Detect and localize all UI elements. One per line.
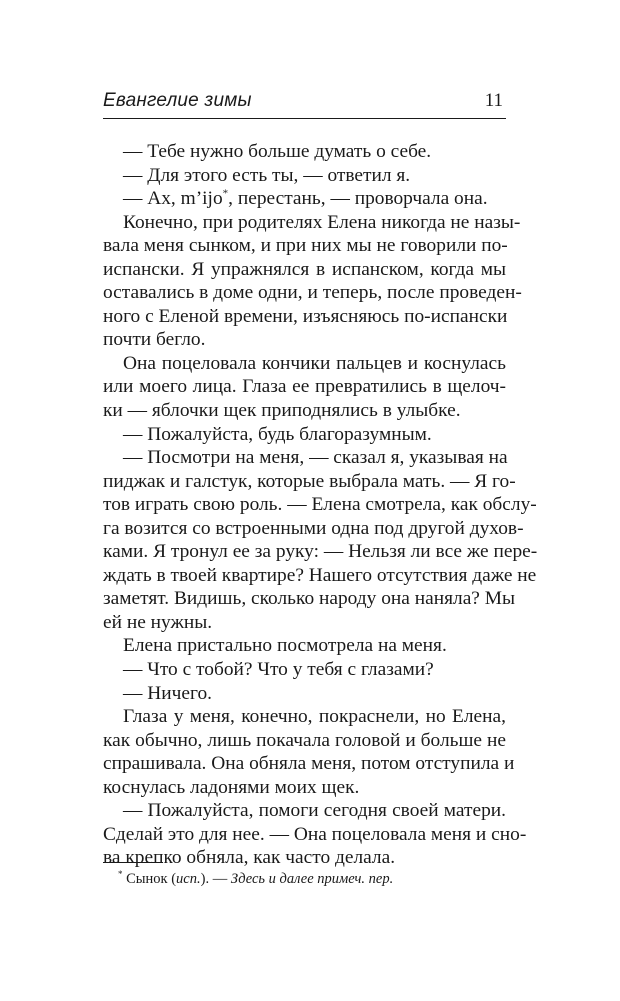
text-line-content: Она поцеловала кончики пальцев и коснулась <box>123 352 506 374</box>
footnote-separator: ). — <box>200 871 231 887</box>
text-line-content: Глаза у меня, конечно, покраснели, но Елена, <box>123 706 506 728</box>
text-line-content: оставались в доме одни, и теперь, после проведен- <box>103 282 522 304</box>
text-line <box>103 564 537 588</box>
footnote-note: Здесь и далее примеч. пер. <box>230 871 394 887</box>
text-line-continuation: , перестань, — проворчала она. <box>228 188 488 210</box>
text-line-content: ждать в твоей квартире? Нашего отсутствия даже не <box>103 564 537 586</box>
text-line <box>103 211 521 235</box>
text-line-content: — Тебе нужно больше думать о себе. <box>123 141 432 162</box>
text-line <box>103 281 522 305</box>
text-line <box>103 705 506 729</box>
text-line <box>103 517 524 541</box>
text-line-content: пиджак и галстук, которые выбрала мать. — Я го- <box>103 470 516 492</box>
footnote-language: исп. <box>176 871 201 887</box>
text-line <box>103 187 506 211</box>
footnote-reference: * <box>222 187 229 200</box>
text-line-content: — Пожалуйста, будь благоразумным. <box>123 423 432 445</box>
text-line-content: Сделай это для нее. — Она поцеловала меня и сно- <box>103 823 527 845</box>
body-text <box>103 140 538 870</box>
footnote-word: Сынок ( <box>122 871 177 887</box>
text-line-content: почти бегло. <box>103 329 206 351</box>
text-line <box>103 729 506 753</box>
text-line <box>103 634 506 658</box>
text-line <box>103 399 506 423</box>
text-line-content: как обычно, лишь покачала головой и больше не <box>103 729 506 751</box>
text-line <box>103 493 537 517</box>
text-line <box>103 540 538 564</box>
text-line-content: Елена пристально посмотрела на меня. <box>123 635 447 657</box>
text-line <box>103 846 506 870</box>
text-line <box>103 470 516 494</box>
text-line <box>103 611 506 635</box>
text-line-content: коснулась ладонями моих щек. <box>103 776 360 798</box>
text-line-content: Конечно, при родителях Елена никогда не назы- <box>123 211 521 233</box>
text-line-content: ного с Еленой времени, изъясняюсь по-испански <box>103 305 508 327</box>
text-line-content: — Ничего. <box>123 682 212 704</box>
text-line <box>103 446 506 470</box>
text-line-content: ей не нужны. <box>103 611 213 633</box>
text-line <box>103 234 506 258</box>
text-line-content: — Пожалуйста, помоги сегодня своей матери. <box>123 800 506 822</box>
text-line <box>103 682 506 706</box>
running-title: Евангелие зимы <box>103 90 252 111</box>
text-line <box>103 423 506 447</box>
text-line-content: или моего лица. Глаза ее превратились в щелоч- <box>103 376 506 398</box>
text-line-content: га возится со встроенными одна под другой духов- <box>103 517 524 539</box>
text-line-content: ва крепко обняла, как часто делала. <box>103 847 396 869</box>
text-line-content: заметят. Видишь, сколько народу она наняла? Мы <box>103 588 516 610</box>
text-line-content: испански. Я упражнялся в испанском, когда мы <box>103 258 506 280</box>
text-line <box>103 352 506 376</box>
text-line-content: спрашивала. Она обняла меня, потом отступила и <box>103 753 515 775</box>
text-line-content: — Посмотри на меня, — сказал я, указывая на <box>123 447 508 469</box>
text-line-content: вала меня сынком, и при них мы не говорили по- <box>103 235 508 257</box>
text-line-content: ками. Я тронул ее за руку: — Нельзя ли все же пере- <box>103 541 538 563</box>
footnote-mark: * <box>118 869 123 880</box>
text-line <box>103 776 506 800</box>
page-number: 11 <box>484 90 503 111</box>
text-line-content: — Что с тобой? Что у тебя с глазами? <box>123 659 434 681</box>
text-line <box>103 752 515 776</box>
text-line <box>103 328 506 352</box>
text-line <box>103 258 506 282</box>
footnote <box>118 870 393 888</box>
text-line <box>103 305 506 329</box>
footnote-rule <box>103 862 163 863</box>
running-header <box>103 90 506 116</box>
text-line-content: — Для этого есть ты, — ответил я. <box>123 164 411 186</box>
text-line <box>103 823 527 847</box>
text-line-content: тов играть свою роль. — Елена смотрела, как обслу- <box>103 494 537 516</box>
text-line-content: — Ах, m’ijo <box>123 188 223 210</box>
header-rule <box>103 118 506 119</box>
text-line <box>103 658 506 682</box>
text-line <box>103 140 506 164</box>
text-line <box>103 799 506 823</box>
text-line <box>103 587 516 611</box>
text-line <box>103 164 506 188</box>
text-line <box>103 375 506 399</box>
text-line-content: ки — яблочки щек приподнялись в улыбке. <box>103 400 461 422</box>
